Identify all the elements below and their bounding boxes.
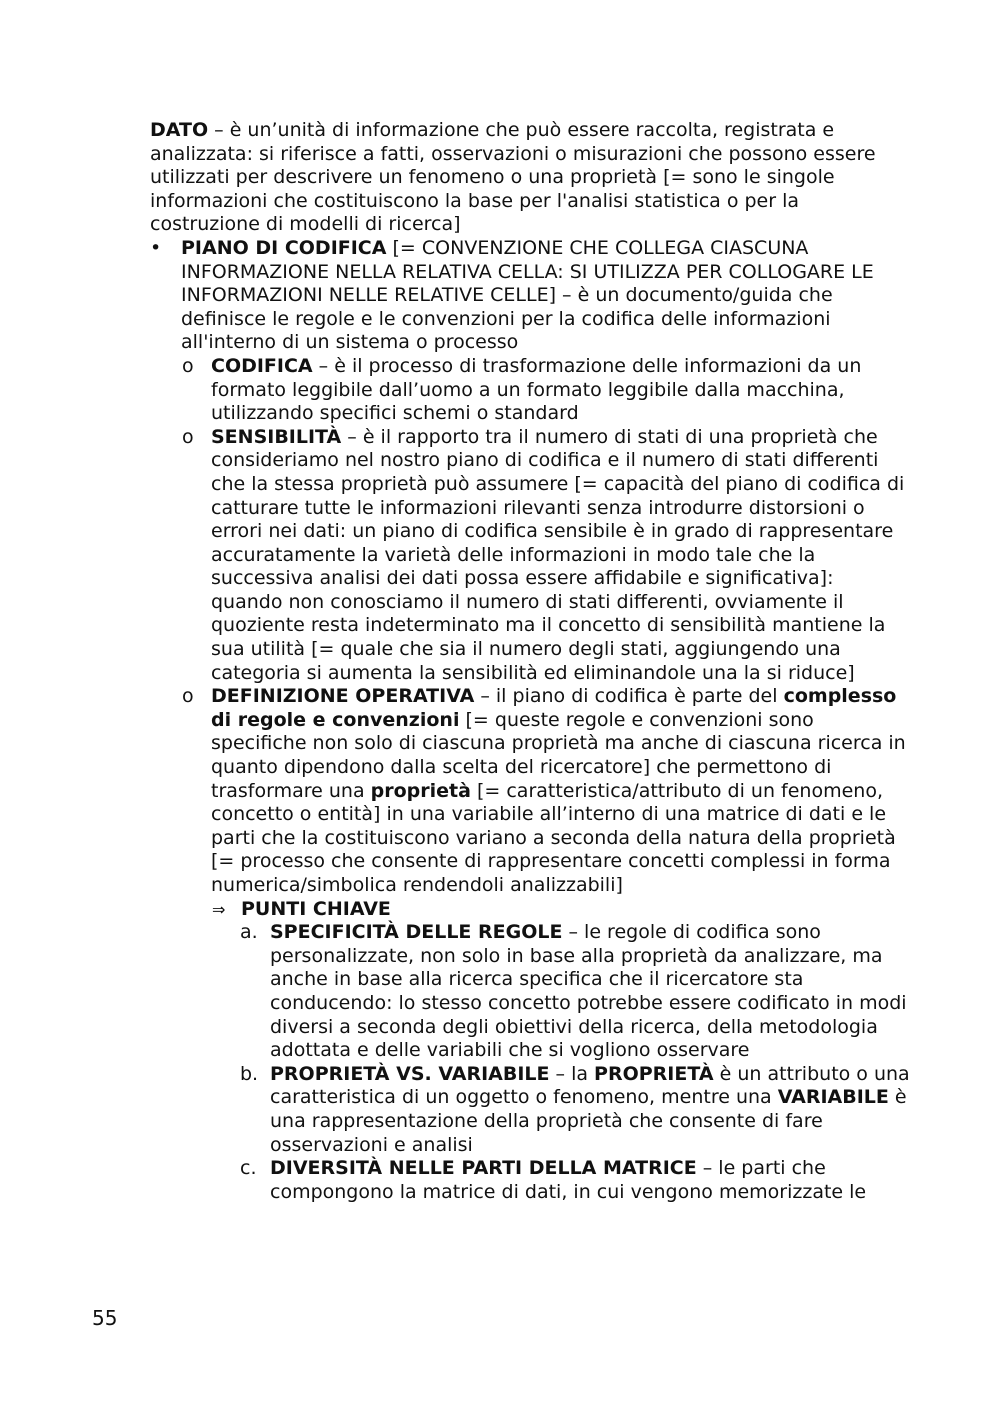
- sub-bullet-marker: o: [182, 354, 194, 377]
- definizione-operativa-item: [150, 685, 910, 897]
- sensibilita-item: [150, 426, 910, 686]
- definizione-term: DEFINIZIONE OPERATIVA: [211, 685, 475, 708]
- punti-chiave-heading: PUNTI CHIAVE: [241, 897, 391, 920]
- point-b-term: PROPRIETÀ VS. VARIABILE: [270, 1062, 550, 1085]
- point-b-bold: PROPRIETÀ: [594, 1062, 714, 1085]
- point-b-bold: VARIABILE: [777, 1086, 889, 1109]
- codifica-item: [150, 355, 910, 426]
- codifica-term: CODIFICA: [211, 354, 313, 377]
- sensibilita-term: SENSIBILITÀ: [211, 425, 342, 448]
- codifica-text: – è il processo di trasformazione delle informazioni da un formato leggibile dall’uomo a un formato leggibile dalla macchina, utilizzando specifici schemi o standard: [211, 354, 862, 425]
- arrow-icon: ⇒: [212, 899, 226, 919]
- list-letter-marker: b.: [240, 1062, 259, 1085]
- definizione-bold: complesso di regole e convenzioni: [211, 685, 897, 731]
- piano-term: PIANO DI CODIFICA: [181, 236, 387, 259]
- sub-bullet-marker: o: [182, 685, 194, 708]
- definizione-text: [= caratteristica/attributo di un fenomeno, concetto o entità] in una variabile all’interno di una matrice di dati e le parti che la costituiscono variano a seconda della natura della proprietà [= processo che consente di rappresentare concetti complessi in forma numerica/simbolica rendendoli analizzabili]: [211, 779, 896, 896]
- sub-bullet-marker: o: [182, 425, 194, 448]
- point-c-item: [150, 1157, 910, 1204]
- piano-text: [= CONVENZIONE CHE COLLEGA CIASCUNA INFORMAZIONE NELLA RELATIVA CELLA: SI UTILIZZA PER COLLOGARE LE INFORMAZIONI NELLE RELATIVE CELLE] – è un documento/guida che definisce le regole e le convenzioni per la codifica delle informazioni all'interno di un sistema o processo: [181, 236, 874, 354]
- point-a-item: [150, 921, 910, 1063]
- point-b-item: [150, 1063, 910, 1157]
- point-c-term: DIVERSITÀ NELLE PARTI DELLA MATRICE: [270, 1157, 697, 1180]
- dato-term: DATO: [150, 119, 209, 141]
- point-b-text: è una rappresentazione della proprietà che consente di fare osservazioni e analisi: [270, 1086, 907, 1156]
- bullet-marker: •: [150, 236, 162, 259]
- dato-text: – è un’unità di informazione che può essere raccolta, registrata e analizzata: si riferisce a fatti, osservazioni o misurazioni che possono essere utilizzati per descrivere un fenomeno o una proprietà [= sono le singole informazioni che costituiscono la base per l'analisi statistica o per la costruzione di modelli di ricerca]: [150, 119, 876, 236]
- definizione-text: [= queste regole e convenzioni sono specifiche non solo di ciascuna proprietà ma anche di ciascuna ricerca in quanto dipendono dalla scelta del ricercatore] che permettono di trasformare una: [211, 708, 906, 802]
- point-b-text: è un attributo o una caratteristica di un oggetto o fenomeno, mentre una: [270, 1062, 910, 1109]
- dato-paragraph: [150, 119, 910, 237]
- point-a-text: – le regole di codifica sono personalizzate, non solo in base alla proprietà da analizzare, ma anche in base alla ricerca specifica che il ricercatore sta conducendo: lo stesso concetto potrebbe essere codificato in modi diversi a seconda degli obiettivi della ricerca, della metodologia adottata e delle variabili che si vogliono osservare: [270, 921, 907, 1062]
- piano-di-codifica-item: [150, 237, 910, 355]
- list-letter-marker: a.: [240, 921, 258, 944]
- list-letter-marker: c.: [240, 1157, 257, 1180]
- point-a-term: SPECIFICITÀ DELLE REGOLE: [270, 921, 563, 944]
- point-b-text: – la: [549, 1062, 595, 1085]
- definizione-bold: proprietà: [370, 779, 471, 802]
- page-number: 55: [92, 1306, 118, 1330]
- definizione-text: – il piano di codifica è parte del: [474, 685, 784, 708]
- punti-chiave-item: [150, 898, 910, 922]
- page-content: [150, 119, 910, 1204]
- sensibilita-text: – è il rapporto tra il numero di stati di una proprietà che consideriamo nel nostro piano di codifica e il numero di stati differenti che la stessa proprietà può assumere [= capacità del piano di codifica di catturare tutte le informazioni rilevanti senza introdurre distorsioni o errori nei dati: un piano di codifica sensibile è in grado di rappresentare accuratamente la varietà delle informazioni in modo tale che la successiva analisi dei dati possa essere affidabile e significativa]: quando non conosciamo il numero di stati differenti, ovviamente il quoziente resta indeterminato ma il concetto di sensibilità mantiene la sua utilità [= quale che sia il numero degli stati, aggiungendo una categoria si aumenta la sensibilità ed eliminandole una la si riduce]: [211, 425, 905, 684]
- point-c-text: – le parti che compongono la matrice di dati, in cui vengono memorizzate le: [270, 1157, 867, 1203]
